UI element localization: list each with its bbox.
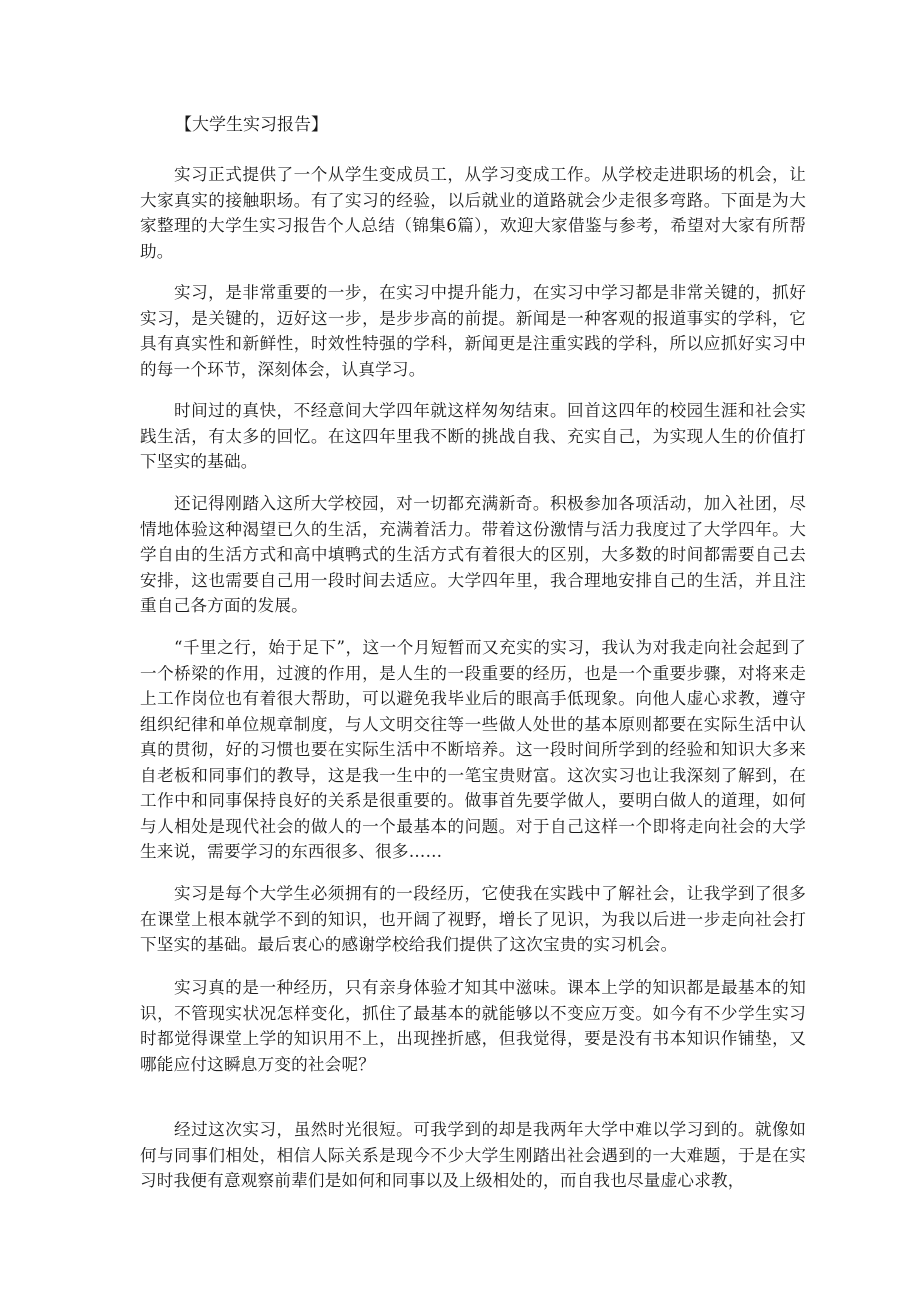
- paragraph-real-experience: 实习真的是一种经历，只有亲身体验才知其中滋味。课本上学的知识都是最基本的知识，不管现实状况怎样变化，抓住了最基本的就能够以不变应万变。如今有不少学生实习时都觉得课堂上学的知识用不上，出现挫折感，但我觉得，要是没有书本知识作铺垫，又哪能应付这瞬息万变的社会呢？: [140, 978, 806, 1074]
- paragraph-colleagues: 经过这次实习，虽然时光很短。可我学到的却是我两年大学中难以学习到的。就像如何与同事们相处，相信人际关系是现今不少大学生刚踏出社会遇到的一大难题，于是在实习时我便有意观察前辈们是如何和同事以及上级相处的，而自我也尽量虚心求教，: [140, 1120, 806, 1190]
- paragraph-campus-life: 还记得刚踏入这所大学校园，对一切都充满新奇。积极参加各项活动，加入社团，尽情地体验这种渴望已久的生活，充满着活力。带着这份激情与活力我度过了大学四年。大学自由的生活方式和高中填鸭式的生活方式有着很大的区别，大多数的时间都需要自己去安排，这也需要自己用一段时间去适应。大学四年里，我合理地安排自己的生活，并且注重自己各方面的发展。: [140, 494, 806, 615]
- paragraph-journey: “千里之行，始于足下”，这一个月短暂而又充实的实习，我认为对我走向社会起到了一个桥梁的作用，过渡的作用，是人生的一段重要的经历，也是一个重要步骤，对将来走上工作岗位也有着很大帮助，可以避免我毕业后的眼高手低现象。向他人虚心求教，遵守组织纪律和单位规章制度，与人文明交往等一些做人处世的基本原则都要在实际生活中认真的贯彻，好的习惯也要在实际生活中不断培养。这一段时间所学到的经验和知识大多来自老板和同事们的教导，这是我一生中的一笔宝贵财富。这次实习也让我深刻了解到，在工作中和同事保持良好的关系是很重要的。做事首先要学做人，要明白做人的道理，如何与人相处是现代社会的做人的一个最基本的问题。对于自己这样一个即将走向社会的大学生来说，需要学习的东西很多、很多……: [140, 638, 806, 861]
- paragraph-intro: 实习正式提供了一个从学生变成员工，从学习变成工作。从学校走进职场的机会，让大家真实的接触职场。有了实习的经验，以后就业的道路就会少走很多弯路。下面是为大家整理的大学生实习报告个人总结（锦集6篇），欢迎大家借鉴与参考，希望对大家有所帮助。: [140, 165, 806, 261]
- document-title: 【大学生实习报告】: [175, 115, 328, 135]
- paragraph-four-years: 时间过的真快，不经意间大学四年就这样匆匆结束。回首这四年的校园生涯和社会实践生活，有太多的回忆。在这四年里我不断的挑战自我、充实自己，为实现人生的价值打下坚实的基础。: [140, 401, 806, 471]
- paragraph-internship-importance: 实习，是非常重要的一步，在实习中提升能力，在实习中学习都是非常关键的，抓好实习，是关键的，迈好这一步，是步步高的前提。新闻是一种客观的报道事实的学科，它具有真实性和新鲜性，时效性特强的学科，新闻更是注重实践的学科，所以应抓好实习中的每一个环节，深刻体会，认真学习。: [140, 283, 806, 379]
- paragraph-experience: 实习是每个大学生必须拥有的一段经历，它使我在实践中了解社会，让我学到了很多在课堂上根本就学不到的知识，也开阔了视野，增长了见识，为我以后进一步走向社会打下坚实的基础。最后衷心的感谢学校给我们提供了这次宝贵的实习机会。: [140, 884, 806, 954]
